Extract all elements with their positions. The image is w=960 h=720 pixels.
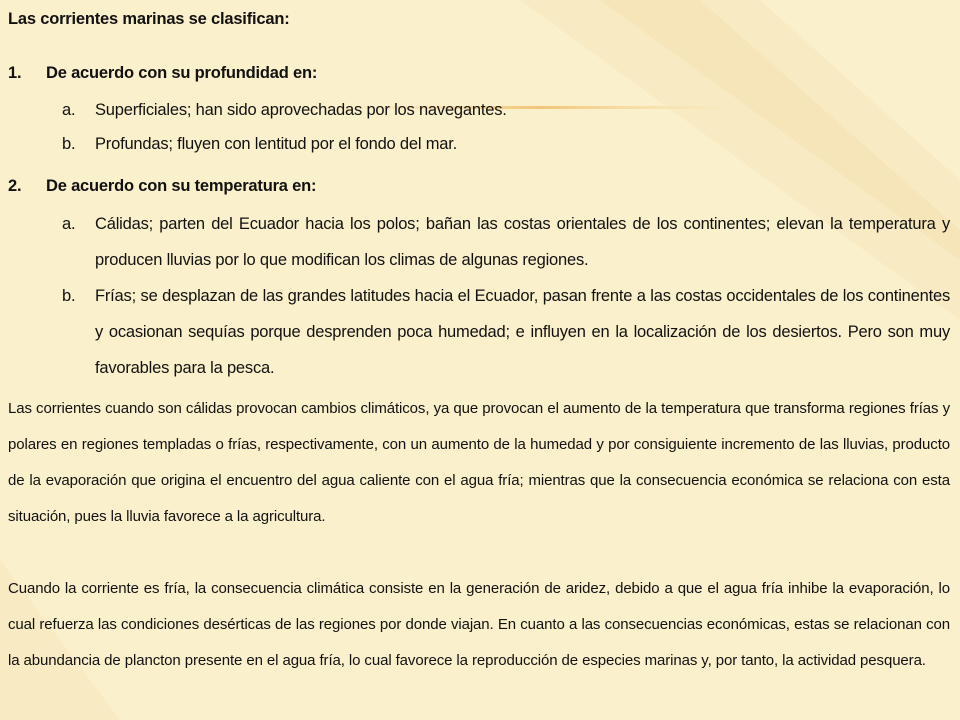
list-item-text: Superficiales; han sido aprovechadas por los navegantes. <box>95 101 507 119</box>
list-item-text: Frías; se desplazan de las grandes latitudes hacia el Ecuador, pasan frente a las costas occidentales de los continentes y ocasionan sequías porque desprenden poca humedad; e influyen en la localización de los desiertos. Pero son muy favorables para la pesca. <box>95 287 950 377</box>
section-number: 2. <box>8 177 22 195</box>
list-item-letter: a. <box>62 101 76 119</box>
list-item-text: Cálidas; parten del Ecuador hacia los polos; bañan las costas orientales de los continentes; elevan la temperatura y producen lluvias por lo que modifican los climas de algunas regiones. <box>95 215 950 269</box>
list-item-letter: b. <box>62 135 76 153</box>
list-item <box>62 278 950 386</box>
section-heading-text: De acuerdo con su profundidad en: <box>46 64 318 82</box>
body-paragraph: Cuando la corriente es fría, la consecuencia climática consiste en la generación de aridez, debido a que el agua fría inhibe la evaporación, lo cual refuerza las condiciones desérticas de las regiones por donde viajan. En cuanto a las consecuencias económicas, estas se relacionan con la abundancia de plancton presente en el agua fría, lo cual favorece la reproducción de especies marinas y, por tanto, la actividad pesquera. <box>8 580 950 669</box>
list-item <box>62 126 950 162</box>
list-item-letter: a. <box>62 215 76 233</box>
section-number: 1. <box>8 64 22 82</box>
list-item <box>62 206 950 278</box>
body-paragraph: Las corrientes cuando son cálidas provocan cambios climáticos, ya que provocan el aumento de la temperatura que transforma regiones frías y polares en regiones templadas o frías, respectivamente, con un aumento de la humedad y por consiguiente incremento de las lluvias, producto de la evaporación que origina el encuentro del agua caliente con el agua fría; mientras que la consecuencia económica se relaciona con esta situación, pues la lluvia favorece a la agricultura. <box>8 400 950 525</box>
section-heading-1 <box>8 64 317 83</box>
list-item-letter: b. <box>62 287 76 305</box>
section-heading-2 <box>8 177 316 196</box>
list-item-text: Profundas; fluyen con lentitud por el fondo del mar. <box>95 135 458 153</box>
list-item <box>62 92 950 128</box>
slide-title: Las corrientes marinas se clasifican: <box>8 10 290 28</box>
section-heading-text: De acuerdo con su temperatura en: <box>46 177 317 195</box>
